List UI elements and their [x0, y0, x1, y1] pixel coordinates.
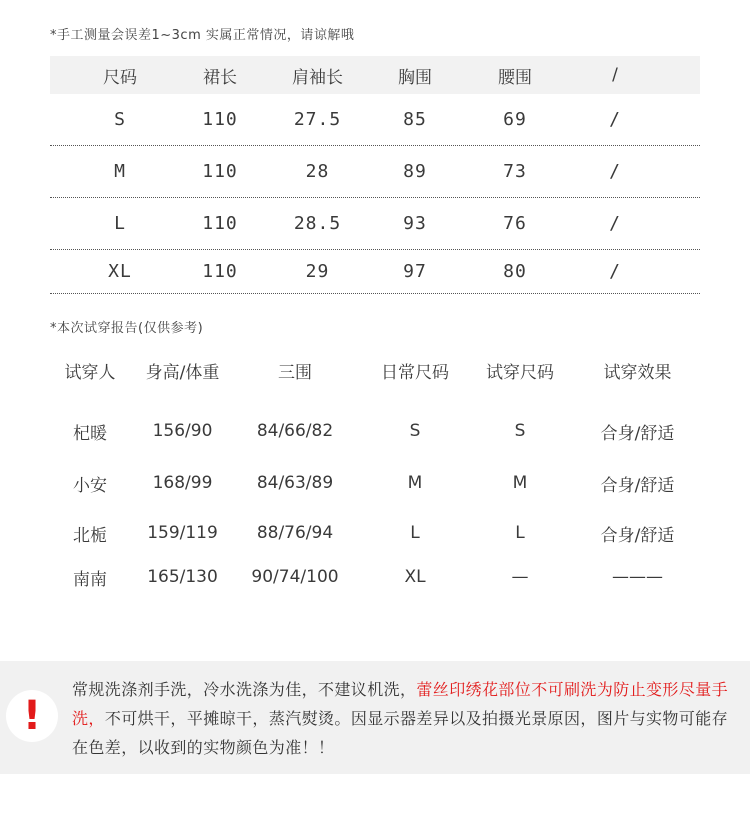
- daily-size-cell: L: [410, 523, 420, 543]
- slash-cell: /: [609, 213, 621, 234]
- table-row: [45, 557, 705, 597]
- height-weight-cell: 165/130: [147, 567, 218, 587]
- fitting-table: [45, 355, 705, 597]
- care-text: [72, 675, 742, 762]
- daily-size-cell: S: [409, 421, 421, 441]
- waist-cell: 76: [503, 213, 527, 234]
- measurements-cell: 90/74/100: [251, 567, 339, 587]
- try-size-cell: M: [512, 473, 528, 493]
- waist-cell: 73: [503, 161, 527, 182]
- tester-cell: 南南: [73, 569, 107, 590]
- tester-cell: 北栀: [73, 525, 107, 546]
- daily-size-cell: M: [407, 473, 423, 493]
- shoulder-sleeve-cell: 27.5: [293, 109, 342, 130]
- care-instructions: [0, 661, 750, 774]
- slash-cell: /: [609, 109, 621, 130]
- shoulder-sleeve-cell: 29: [305, 261, 330, 282]
- daily-size-cell: XL: [404, 567, 426, 587]
- length-cell: 110: [202, 213, 238, 234]
- try-size-cell: S: [514, 421, 526, 441]
- effect-cell: ———: [612, 567, 663, 587]
- size-cell: M: [114, 161, 126, 182]
- fitting-table-header: [45, 355, 705, 385]
- table-row: [50, 250, 700, 294]
- try-size-cell: L: [515, 523, 525, 543]
- size-table: [50, 56, 700, 294]
- care-text-part-2: 不可烘干，平摊晾干，蒸汽熨烫。因显示器差异以及拍摄光景原因，图片与实物可能存在色差，以收到的实物颜色为准！！: [72, 709, 729, 757]
- shoulder-sleeve-cell: 28: [305, 161, 330, 182]
- care-warning-2: 为防止变形尽量手洗，: [72, 680, 729, 728]
- measurements-cell: 84/63/89: [256, 473, 334, 493]
- size-cell: S: [114, 109, 126, 130]
- tester-cell: 杞暖: [73, 423, 107, 444]
- table-row: [45, 457, 705, 509]
- header-daily-size: 日常尺码: [381, 362, 449, 383]
- care-text-part-1: 常规洗涤剂手洗，冷水洗涤为佳，不建议机洗，: [72, 680, 417, 699]
- slash-cell: /: [609, 261, 621, 282]
- slash-cell: /: [609, 161, 621, 182]
- height-weight-cell: 159/119: [147, 523, 218, 543]
- waist-cell: 69: [503, 109, 527, 130]
- table-row: [50, 146, 700, 198]
- measurements-cell: 84/66/82: [256, 421, 334, 441]
- header-measurements: 三围: [278, 362, 312, 383]
- header-size: 尺码: [103, 67, 137, 88]
- length-cell: 110: [202, 161, 238, 182]
- table-row: [45, 509, 705, 557]
- header-slash: /: [612, 65, 618, 85]
- effect-cell: 合身/舒适: [600, 525, 675, 546]
- header-waist: 腰围: [498, 67, 532, 88]
- care-warning-1: 蕾丝印绣花部位不可刷洗: [416, 680, 597, 699]
- header-bust: 胸围: [398, 67, 432, 88]
- effect-cell: 合身/舒适: [600, 423, 675, 444]
- try-size-cell: —: [511, 567, 529, 587]
- height-weight-cell: 156/90: [152, 421, 213, 441]
- header-shoulder-sleeve: 肩袖长: [292, 67, 343, 88]
- measurements-cell: 88/76/94: [256, 523, 334, 543]
- table-row: [50, 94, 700, 146]
- header-length: 裙长: [203, 67, 237, 88]
- bust-cell: 93: [403, 213, 427, 234]
- header-height-weight: 身高/体重: [145, 362, 220, 383]
- waist-cell: 80: [503, 261, 527, 282]
- fitting-report-note: *本次试穿报告(仅供参考): [50, 321, 204, 336]
- bust-cell: 85: [403, 109, 427, 130]
- header-try-size: 试穿尺码: [486, 362, 554, 383]
- height-weight-cell: 168/99: [152, 473, 213, 493]
- bust-cell: 97: [403, 261, 427, 282]
- length-cell: 110: [202, 109, 238, 130]
- header-tester: 试穿人: [64, 362, 116, 383]
- exclamation-icon: !: [6, 690, 58, 742]
- size-cell: L: [114, 213, 126, 234]
- table-row: [45, 405, 705, 457]
- header-effect: 试穿效果: [603, 362, 672, 383]
- measurement-note: *手工测量会误差1~3cm 实属正常情况，请谅解哦: [50, 28, 355, 43]
- shoulder-sleeve-cell: 28.5: [293, 213, 342, 234]
- tester-cell: 小安: [73, 475, 107, 496]
- length-cell: 110: [202, 261, 238, 282]
- bust-cell: 89: [403, 161, 427, 182]
- size-table-header: [50, 56, 700, 94]
- table-row: [50, 198, 700, 250]
- size-cell: XL: [108, 261, 132, 282]
- effect-cell: 合身/舒适: [600, 475, 675, 496]
